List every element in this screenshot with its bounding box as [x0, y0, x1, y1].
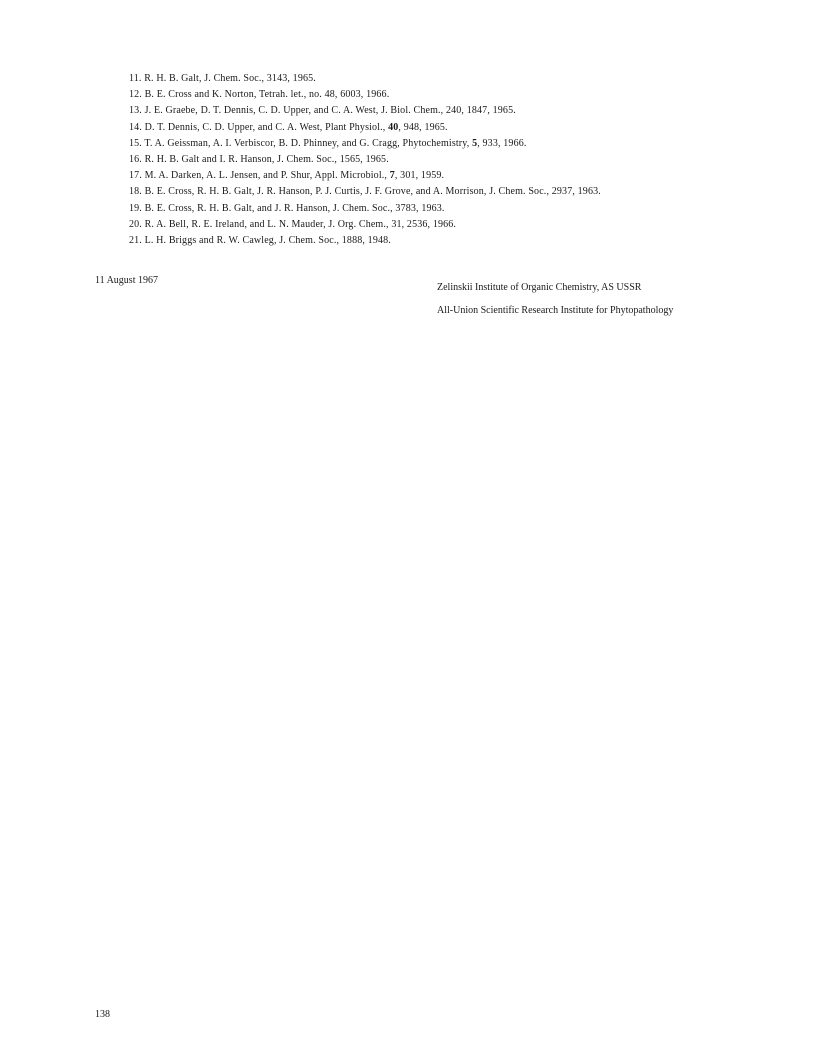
reference-item: 11. R. H. B. Galt, J. Chem. Soc., 3143, 1965. — [129, 73, 316, 84]
affiliation-line: Zelinskii Institute of Organic Chemistry, AS USSR — [437, 282, 642, 293]
reference-item: 14. D. T. Dennis, C. D. Upper, and C. A. West, Plant Physiol., 40, 948, 1965. — [129, 121, 448, 133]
affiliation-line: All-Union Scientific Research Institute for Phytopathology — [437, 305, 674, 316]
submission-date: 11 August 1967 — [95, 275, 158, 286]
reference-item: 21. L. H. Briggs and R. W. Cawleg, J. Chem. Soc., 1888, 1948. — [129, 235, 391, 247]
reference-item: 18. B. E. Cross, R. H. B. Galt, J. R. Hanson, P. J. Curtis, J. F. Grove, and A. Morrison, J. Chem. Soc., 2937, 1963. — [129, 186, 601, 198]
reference-item: 19. B. E. Cross, R. H. B. Galt, and J. R. Hanson, J. Chem. Soc., 3783, 1963. — [129, 202, 445, 214]
affiliation-block — [437, 276, 673, 322]
reference-item: 12. B. E. Cross and K. Norton, Tetrah. let., no. 48, 6003, 1966. — [129, 89, 390, 101]
reference-item: 16. R. H. B. Galt and I. R. Hanson, J. Chem. Soc., 1565, 1965. — [129, 154, 389, 166]
reference-item: 15. T. A. Geissman, A. I. Verbiscor, B. D. Phinney, and G. Cragg, Phytochemistry, 5, 933, 1966. — [129, 137, 527, 149]
reference-item: 17. M. A. Darken, A. L. Jensen, and P. Shur, Appl. Microbiol., 7, 301, 1959. — [129, 170, 445, 182]
reference-item: 13. J. E. Graebe, D. T. Dennis, C. D. Upper, and C. A. West, J. Biol. Chem., 240, 1847, 1965. — [129, 105, 516, 117]
reference-list — [95, 71, 755, 249]
page-number: 138 — [95, 1009, 110, 1020]
reference-item: 20. R. A. Bell, R. E. Ireland, and L. N. Mauder, J. Org. Chem., 31, 2536, 1966. — [129, 218, 457, 230]
